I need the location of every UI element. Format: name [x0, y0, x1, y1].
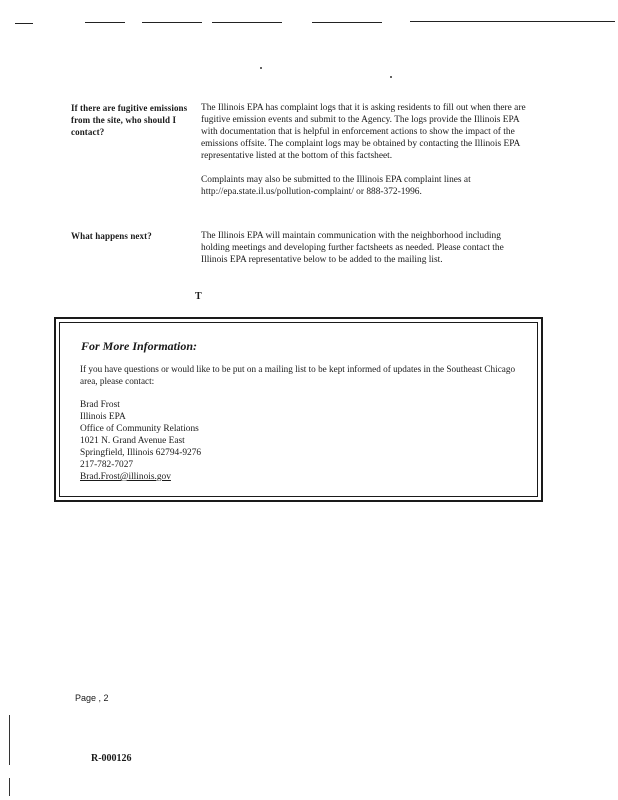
- stray-mark: T: [195, 291, 202, 302]
- contact-organization: Illinois EPA: [80, 412, 126, 422]
- answer-paragraph: The Illinois EPA has complaint logs that it is asking residents to fill out when there are fugitive emission events and submit to the Agency. The logs provide the Illinois EPA with documentation that is helpful in enforcement actions to show the impact of the emissions offsite. The complaint logs may be obtained by contacting the Illinois EPA representative listed at the bottom of this factsheet.: [201, 103, 526, 161]
- scan-line-top: [85, 22, 125, 23]
- more-information-intro: If you have questions or would like to be put on a mailing list to be kept informed of updates in the Southeast Chicago area, please contact:: [80, 364, 516, 386]
- contact-street: 1021 N. Grand Avenue East: [80, 436, 185, 446]
- scan-line-top: [312, 22, 382, 23]
- contact-city: Springfield, Illinois 62794-9276: [80, 448, 202, 458]
- answer-paragraph: The Illinois EPA will maintain communication with the neighborhood including holding meetings and developing further factsheets as needed. Please contact the Illinois EPA representative below to be added to the mailing list.: [201, 231, 504, 265]
- answer-fugitive-emissions: [201, 102, 531, 198]
- scan-line-top: [212, 22, 282, 23]
- contact-office: Office of Community Relations: [80, 424, 199, 434]
- scan-speck: [390, 76, 392, 78]
- contact-block: [80, 399, 201, 483]
- scan-margin-line: [9, 715, 10, 765]
- contact-name: Brad Frost: [80, 400, 120, 410]
- more-information-title: For More Information:: [81, 339, 198, 353]
- scan-margin-line: [9, 778, 10, 796]
- scan-line-top: [15, 23, 33, 24]
- question-what-happens-next: What happens next?: [71, 231, 152, 241]
- scan-line-top: [142, 22, 202, 23]
- more-information-box: [54, 317, 543, 502]
- scan-line-top: [410, 21, 615, 22]
- answer-paragraph: Complaints may also be submitted to the Illinois EPA complaint lines at http://epa.state.il.us/pollution-complaint/ or 888-372-1996.: [201, 175, 471, 197]
- page-number: Page , 2: [75, 693, 109, 703]
- question-fugitive-emissions: If there are fugitive emissions from the site, who should I contact?: [71, 103, 188, 137]
- contact-email-link[interactable]: Brad.Frost@illinois.gov: [80, 472, 171, 482]
- scan-speck: [260, 67, 262, 69]
- answer-what-happens-next: [201, 230, 531, 266]
- document-id: R-000126: [91, 753, 132, 764]
- contact-phone: 217-782-7027: [80, 460, 134, 470]
